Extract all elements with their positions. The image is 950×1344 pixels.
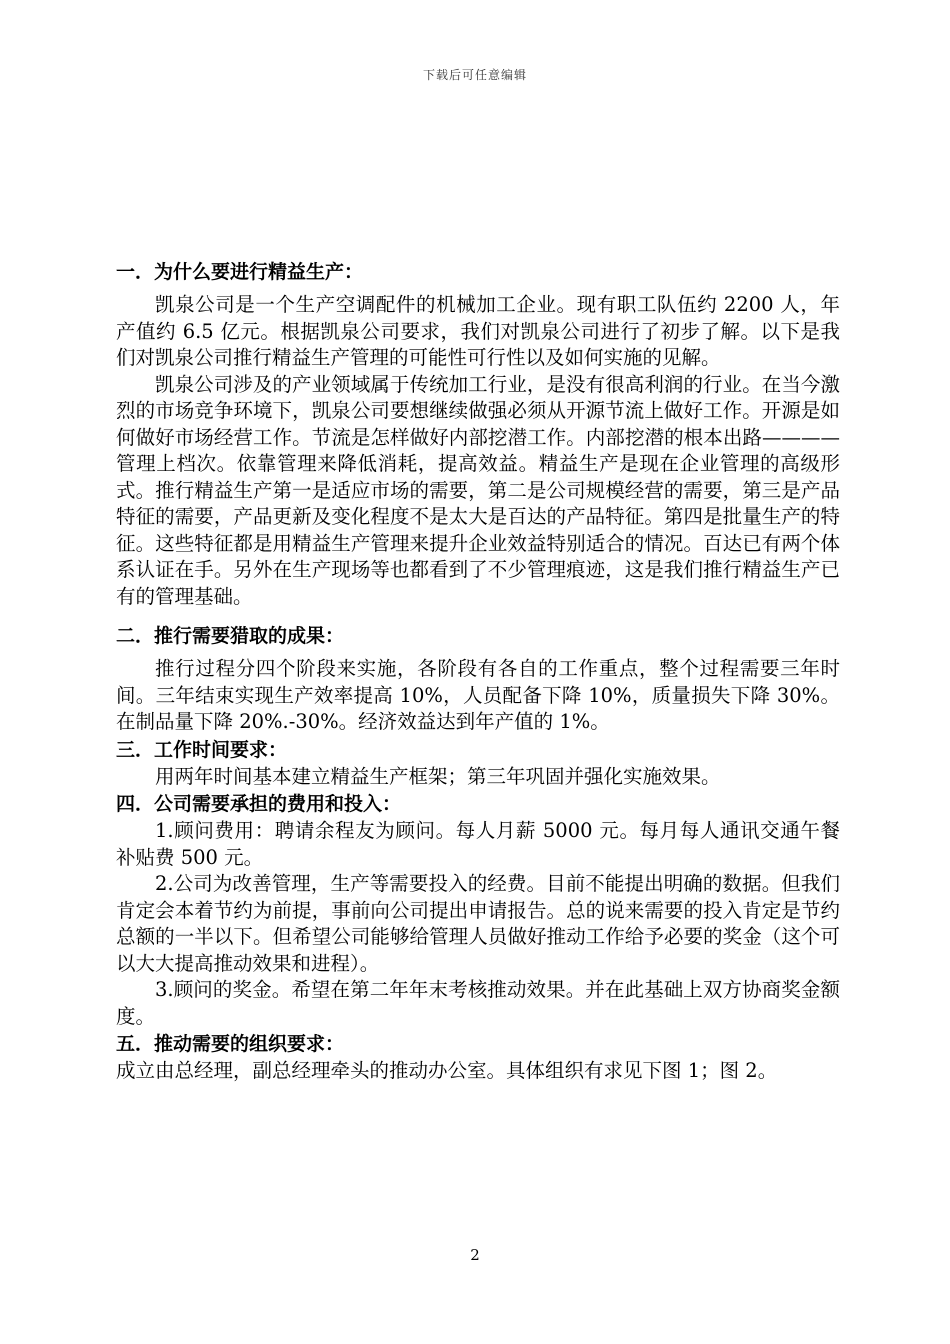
section-2-paragraph-1: 推行过程分四个阶段来实施，各阶段有各自的工作重点，整个过程需要三年时间。三年结束实现生产效率提高 10%，人员配备下降 10%，质量损失下降 30%。在制品量下降 20%.-30%。经济效益达到年产值的 1%。 <box>116 657 840 733</box>
section-5-paragraph-1: 成立由总经理，副总经理牵头的推动办公室。具体组织有求见下图 1；图 2。 <box>116 1059 778 1082</box>
section-4-paragraph-2: 2.公司为改善管理，生产等需要投入的经费。目前不能提出明确的数据。但我们肯定会本着节约为前提，事前向公司提出申请报告。总的说来需要的投入肯定是节约总额的一半以下。但希望公司能够给管理人员做好推动工作给予必要的奖金（这个可以大大提高推动效果和进程）。 <box>116 872 840 975</box>
section-1-paragraph-1: 凯泉公司是一个生产空调配件的机械加工企业。现有职工队伍约 2200 人，年产值约 6.5 亿元。根据凯泉公司要求，我们对凯泉公司进行了初步了解。以下是我们对凯泉公司推行精益生产管理的可能性可行性以及如何实施的见解。 <box>116 293 840 369</box>
section-heading-4: 四．公司需要承担的费用和投入： <box>116 793 402 815</box>
document-body <box>116 258 840 1085</box>
section-4-paragraph-3: 3.顾问的奖金。希望在第二年年末考核推动效果。并在此基础上双方协商奖金额度。 <box>116 978 840 1028</box>
section-3-paragraph-1: 用两年时间基本建立精益生产框架；第三年巩固并强化实施效果。 <box>155 764 721 788</box>
section-heading-5: 五．推动需要的组织要求： <box>116 1033 345 1055</box>
section-heading-1: 一．为什么要进行精益生产： <box>116 261 364 283</box>
section-1-paragraph-2: 凯泉公司涉及的产业领域属于传统加工行业，是没有很高利润的行业。在当今激烈的市场竞争环境下，凯泉公司要想继续做强必须从开源节流上做好工作。开源是如何做好市场经营工作。节流是怎样做好内部挖潜工作。内部挖潜的根本出路————管理上档次。依靠管理来降低消耗，提高效益。精益生产是现在企业管理的高级形式。推行精益生产第一是适应市场的需要，第二是公司规模经营的需要，第三是产品特征的需要，产品更新及变化程度不是太大是百达的产品特征。第四是批量生产的特征。这些特征都是用精益生产管理来提升企业效益特别适合的情况。百达已有两个体系认证在手。另外在生产现场等也都看到了不少管理痕迹，这是我们推行精益生产已有的管理基础。 <box>116 372 840 608</box>
section-heading-3: 三．工作时间要求： <box>116 738 288 761</box>
section-heading-2: 二．推行需要猎取的成果： <box>116 625 345 647</box>
page-header-note: 下载后可任意编辑 <box>422 68 527 82</box>
section-4-paragraph-1: 1.顾问费用：聘请余程友为顾问。每人月薪 5000 元。每月每人通讯交通午餐补贴费 500 元。 <box>116 819 840 869</box>
page-number: 2 <box>470 1246 480 1264</box>
